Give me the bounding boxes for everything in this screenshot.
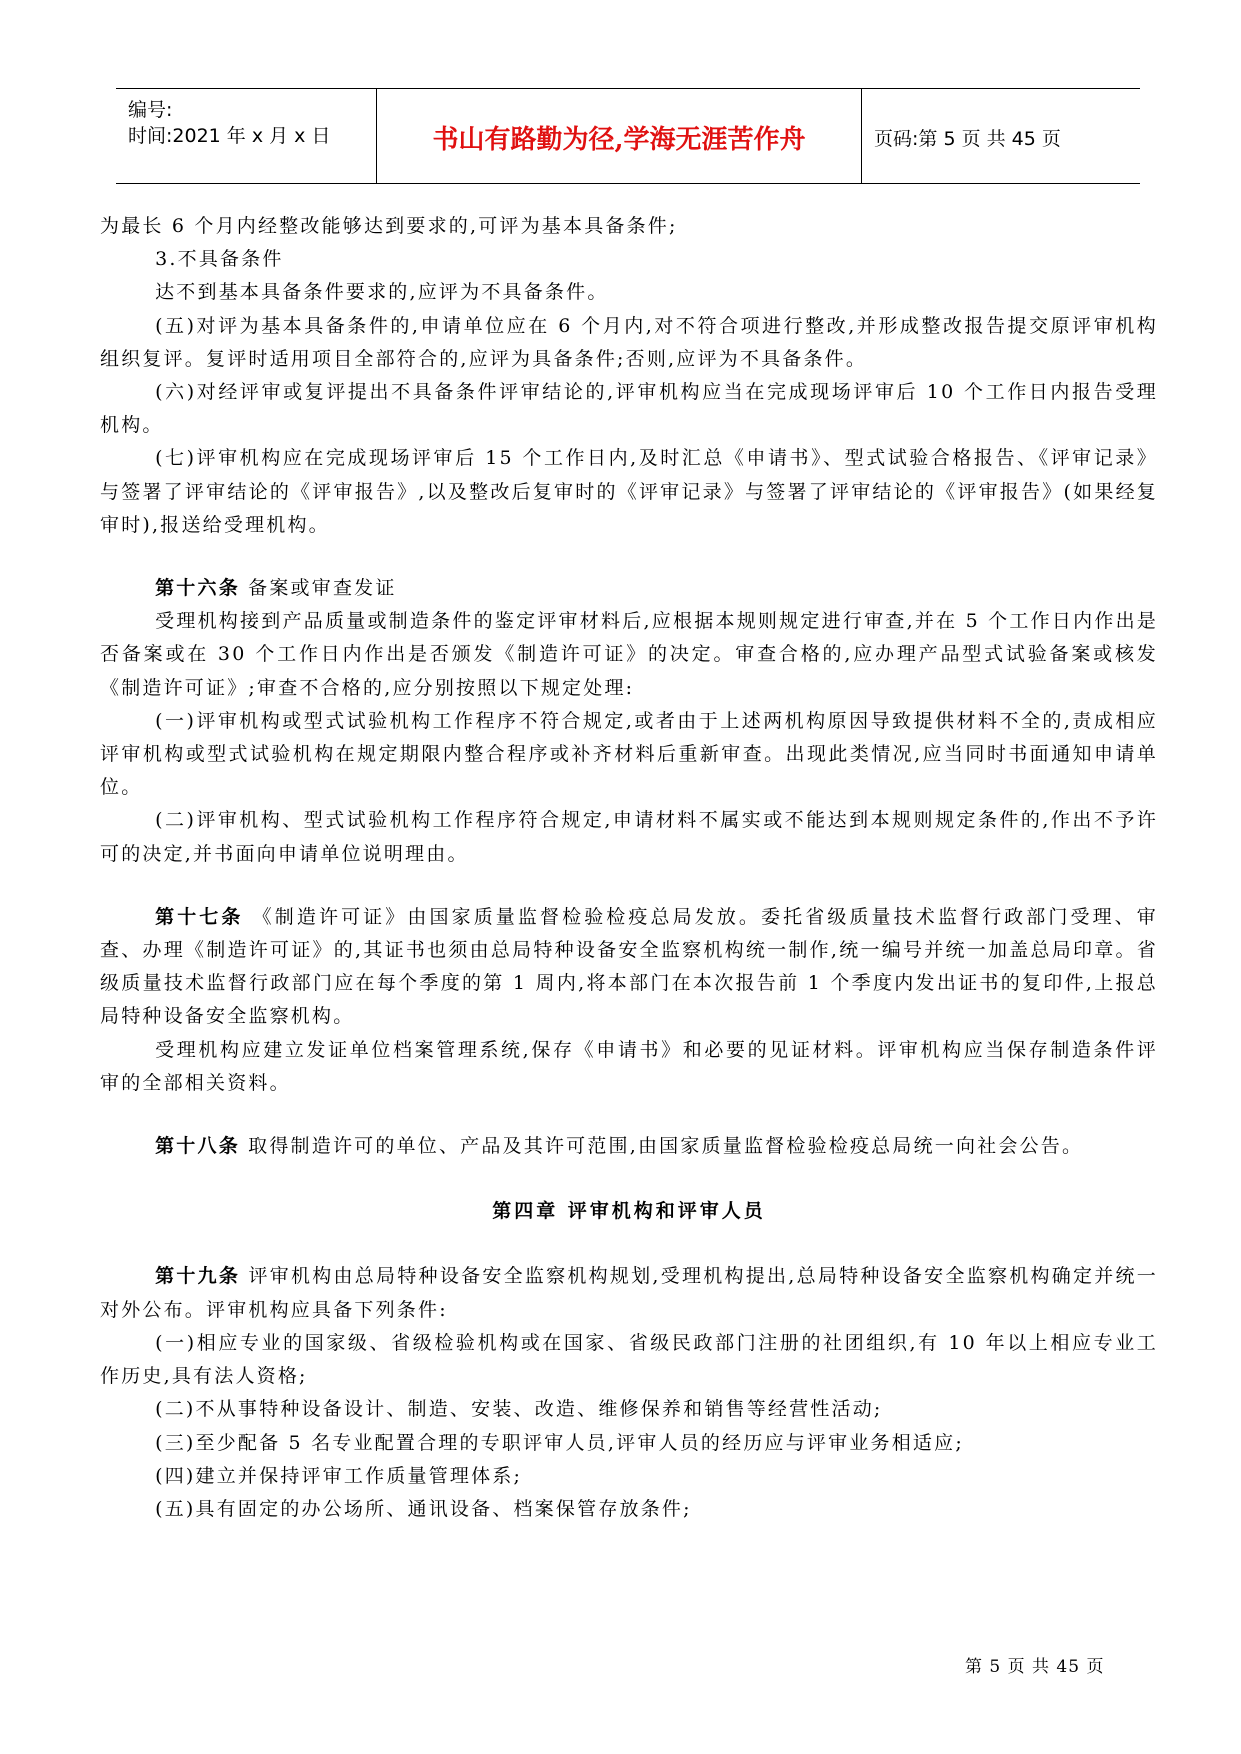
clause-item: (二)不从事特种设备设计、制造、安装、改造、维修保养和销售等经营性活动; — [155, 1398, 883, 1421]
clause-item: (三)至少配备 5 名专业配置合理的专职评审人员,评审人员的经历应与评审业务相适应; — [155, 1431, 964, 1454]
clause-item: (五)具有固定的办公场所、通讯设备、档案保管存放条件; — [155, 1497, 692, 1520]
paragraph: 为最长 6 个月内经整改能够达到要求的,可评为基本具备条件; — [100, 215, 678, 237]
document-number-label: 编号: — [128, 99, 173, 121]
article-18 — [100, 1130, 1158, 1163]
article-title: 第十七条 — [155, 905, 244, 928]
article-text: 取得制造许可的单位、产品及其许可范围,由国家质量监督检验检疫总局统一向社会公告。 — [239, 1135, 1084, 1158]
article-title: 第十六条 — [155, 577, 240, 600]
document-body — [100, 210, 1158, 1526]
spacer — [100, 871, 1158, 901]
header-meta-cell — [116, 89, 376, 183]
article-17 — [100, 901, 1158, 1034]
article-19 — [100, 1260, 1158, 1326]
header-motto: 书山有路勤为径,学海无涯苦作舟 — [432, 125, 806, 155]
clause-item: (六)对经评审或复评提出不具备条件评审结论的,评审机构应当在完成现场评审后 10 个工作日内报告受理机构。 — [100, 381, 1158, 437]
page-footer: 第 5 页 共 45 页 — [965, 1657, 1105, 1677]
article-16-heading — [100, 572, 1158, 605]
article-title: 第十八条 — [155, 1135, 240, 1158]
clause-item: (一)评审机构或型式试验机构工作程序不符合规定,或者由于上述两机构原因导致提供材料不全的,责成相应评审机构或型式试验机构在规定期限内整合程序或补齐材料后重新审查。出现此类情况,应当同时书面通知申请单位。 — [100, 709, 1158, 799]
article-text: 评审机构由总局特种设备安全监察机构规划,受理机构提出,总局特种设备安全监察机构确定并统一对外公布。评审机构应具备下列条件: — [100, 1265, 1158, 1321]
header-page-number: 页码:第 5 页 共 45 页 — [874, 128, 1061, 150]
clause-item: (二)评审机构、型式试验机构工作程序符合规定,申请材料不属实或不能达到本规则规定条件的,作出不予许可的决定,并书面向申请单位说明理由。 — [100, 809, 1158, 865]
spacer — [100, 1230, 1158, 1260]
subheading: 3.不具备条件 — [155, 248, 284, 271]
clause-item: (一)相应专业的国家级、省级检验机构或在国家、省级民政部门注册的社团组织,有 10 年以上相应专业工作历史,具有法人资格; — [100, 1331, 1158, 1388]
paragraph: 达不到基本具备条件要求的,应评为不具备条件。 — [155, 281, 609, 304]
clause-item: (四)建立并保持评审工作质量管理体系; — [155, 1464, 523, 1487]
article-text: 《制造许可证》由国家质量监督检验检疫总局发放。委托省级质量技术监督行政部门受理、审查、办理《制造许可证》的,其证书也须由总局特种设备安全监察机构统一制作,统一编号并统一加盖总局印章。省级质量技术监督行政部门应在每个季度的第 1 周内,将本部门在本次报告前 1 个季度内发出证书的复印件,上报总局特种设备安全监察机构。 — [100, 905, 1158, 1028]
clause-item: (五)对评为基本具备条件的,申请单位应在 6 个月内,对不符合项进行整改,并形成整改报告提交原评审机构组织复评。复评时适用项目全部符合的,应评为具备条件;否则,应评为不具备条件。 — [100, 314, 1158, 370]
spacer — [100, 1100, 1158, 1130]
clause-item: (七)评审机构应在完成现场评审后 15 个工作日内,及时汇总《申请书》、型式试验合格报告、《评审记录》与签署了评审结论的《评审报告》,以及整改后复审时的《评审记录》与签署了评审结论的《评审报告》(如果经复审时),报送给受理机构。 — [100, 447, 1158, 536]
spacer — [100, 1163, 1158, 1193]
paragraph: 受理机构应建立发证单位档案管理系统,保存《申请书》和必要的见证材料。评审机构应当保存制造条件评审的全部相关资料。 — [100, 1038, 1158, 1094]
chapter-heading: 第四章 评审机构和评审人员 — [492, 1200, 766, 1223]
header-page-cell — [862, 89, 1140, 183]
paragraph: 受理机构接到产品质量或制造条件的鉴定评审材料后,应根据本规则规定进行审查,并在 5 个工作日内作出是否备案或在 30 个工作日内作出是否颁发《制造许可证》的决定。审查合格的,应办理产品型式试验备案或核发《制造许可证》;审查不合格的,应分别按照以下规定处理: — [100, 610, 1158, 699]
header-motto-cell — [376, 89, 862, 183]
article-title: 第十九条 — [155, 1265, 241, 1288]
spacer — [100, 542, 1158, 572]
article-heading-text: 备案或审查发证 — [239, 577, 397, 600]
page-header — [116, 88, 1140, 184]
document-time-label: 时间:2021 年 x 月 x 日 — [128, 125, 331, 147]
